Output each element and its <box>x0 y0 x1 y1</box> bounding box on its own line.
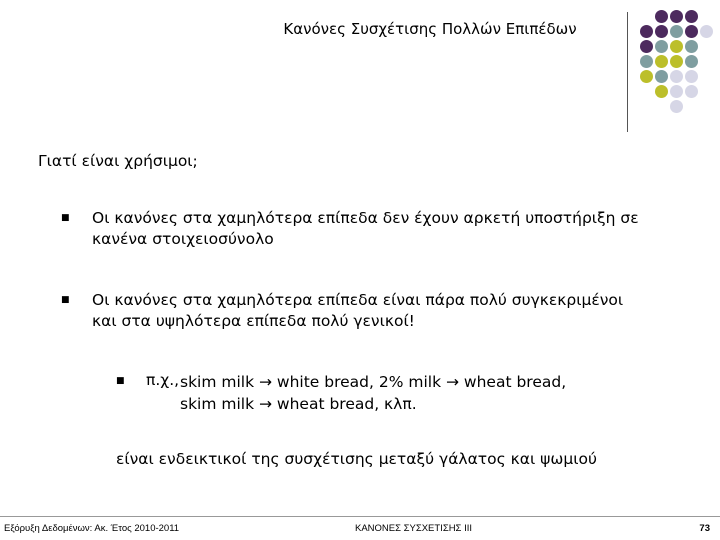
decorative-dot <box>655 10 668 23</box>
decorative-dot <box>685 70 698 83</box>
decorative-dot <box>670 10 683 23</box>
decorative-dot <box>640 70 653 83</box>
bullet-square-icon: ■ <box>61 295 70 305</box>
bullet-2-line-1: Οι κανόνες στα χαμηλότερα επίπεδα είναι πάρα πολύ συγκεκριμένοι <box>92 291 624 309</box>
sub-bullet-square-icon: ■ <box>116 376 125 386</box>
decorative-dot <box>685 40 698 53</box>
title-divider <box>627 12 628 132</box>
decorative-dot <box>685 85 698 98</box>
decorative-dot <box>640 25 653 38</box>
decorative-dot <box>655 55 668 68</box>
footer-divider <box>0 516 720 517</box>
slide-title: Κανόνες Συσχέτισης Πολλών Επιπέδων <box>283 20 577 38</box>
bullet-1-line-1: Οι κανόνες στα χαμηλότερα επίπεδα δεν έχουν αρκετή υποστήριξη σε <box>92 209 639 227</box>
decorative-dot <box>700 25 713 38</box>
decorative-dot <box>670 40 683 53</box>
decorative-dot <box>670 25 683 38</box>
decorative-dot <box>640 55 653 68</box>
example-label: π.χ., <box>146 371 180 389</box>
decorative-dot <box>655 85 668 98</box>
decorative-dot <box>670 85 683 98</box>
footer-course: Εξόρυξη Δεδομένων: Ακ. Έτος 2010-2011 <box>4 523 180 534</box>
lead-question: Γιατί είναι χρήσιμοι; <box>38 152 198 170</box>
bullet-text-1 <box>92 208 639 250</box>
decorative-dot <box>685 25 698 38</box>
decorative-dot <box>685 10 698 23</box>
example-line-1: skim milk → white bread, 2% milk → wheat bread, <box>180 373 567 391</box>
page-number: 73 <box>699 523 710 534</box>
conclusion-text: είναι ενδεικτικοί της συσχέτισης μεταξύ γάλατος και ψωμιού <box>116 450 597 468</box>
decorative-dot <box>670 70 683 83</box>
decorative-dot <box>670 55 683 68</box>
decorative-dot <box>655 25 668 38</box>
bullet-1-line-2: κανένα στοιχειοσύνολο <box>92 230 274 248</box>
decorative-dot-grid <box>640 10 720 120</box>
decorative-dot <box>640 40 653 53</box>
bullet-2-line-2: και στα υψηλότερα επίπεδα πολύ γενικοί! <box>92 312 415 330</box>
example-rules <box>180 371 566 415</box>
decorative-dot <box>655 40 668 53</box>
footer-section: ΚΑΝΟΝΕΣ ΣΥΣΧΕΤΙΣΗΣ ΙΙΙ <box>355 523 472 534</box>
example-line-2: skim milk → wheat bread, κλπ. <box>180 395 417 413</box>
decorative-dot <box>670 100 683 113</box>
bullet-text-2 <box>92 290 623 332</box>
bullet-square-icon: ■ <box>61 213 70 223</box>
decorative-dot <box>685 55 698 68</box>
decorative-dot <box>655 70 668 83</box>
